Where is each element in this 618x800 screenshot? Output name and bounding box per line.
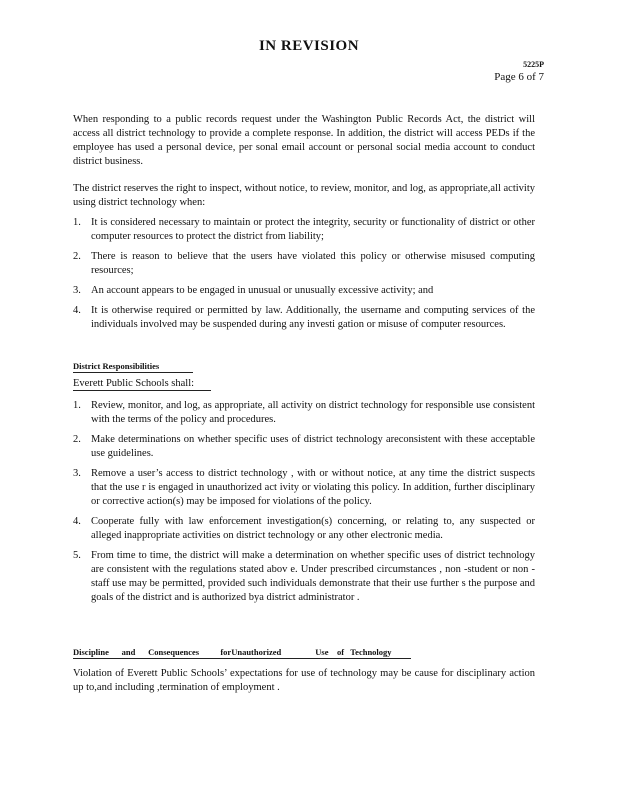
discipline-paragraph: Violation of Everett Public Schools’ expectations for use of technology may be cause for disciplinary action up to,and including ,termination of employment . [73,668,535,693]
list-item: 2. Make determinations on whether specific uses of district technology areconsistent with these acceptable use guidelines. [73,434,535,459]
responsibilities-section [73,399,535,605]
list-item: 4. Cooperate fully with law enforcement investigation(s) concerning, or relating to, any suspected or alleged inappropriate activities on district technology or any other electronic media. [73,516,535,541]
policy-code: 5225P [523,60,544,69]
list-item: 1. Review, monitor, and log, as appropriate, all activity on district technology for responsible use consistent with the terms of the policy and procedures. [73,400,535,425]
list-item: 3. An account appears to be engaged in unusual or unusually excessive activity; and [73,285,434,296]
page-title: IN REVISION [258,38,360,54]
discipline-section [73,667,535,695]
list-item: 4. It is otherwise required or permitted by law. Additionally, the username and computing services of the individuals involved may be suspended during any investi gation or misuse of computer resources. [73,305,535,330]
intro-paragraph-reserve: The district reserves the right to inspect, without notice, to review, monitor, and log, as appropriate,all activity using district technology when: [73,183,535,208]
reserve-list [73,216,535,332]
list-item: 3. Remove a user’s access to district technology , with or without notice, at any time the district suspects that the use r is engaged in unauthorized act ivity or violating this policy. In addition, further disciplinary or corrective action(s) may be imposed for violations of the policy. [73,468,535,507]
discipline-heading: Discipline and Consequences forUnauthorized Use of Technology [73,647,411,659]
list-item: 5. From time to time, the district will make a determination on whether specific uses of district technology are consistent with the regulations stated abov e. Under prescribed circumstances , non -student or non -staff use may be permitted, provided such individuals demonstrate that their use further s the purpose and goals of the district and is authorized bya district administrator . [73,550,535,603]
intro-paragraph-records: When responding to a public records request under the Washington Public Records Act, the district will access all district technology to provide a complete response. In addition, the district will access PEDs if the employee has used a personal device, per sonal email account or personal social media account to conduct district business. [73,114,535,167]
reserve-section [73,182,535,332]
district-responsibilities-heading: District Responsibilities [73,361,193,373]
list-item: 2. There is reason to believe that the users have violated this policy or otherwise misused computing resources; [73,251,535,276]
list-item: 1. It is considered necessary to maintain or protect the integrity, security or functionality of district or other computer resources to protect the district from liability; [73,217,535,242]
responsibilities-list [73,399,535,605]
intro-section [73,113,535,169]
page-number: Page 6 of 7 [494,71,544,83]
district-responsibilities-subheading: Everett Public Schools shall: [73,378,211,391]
